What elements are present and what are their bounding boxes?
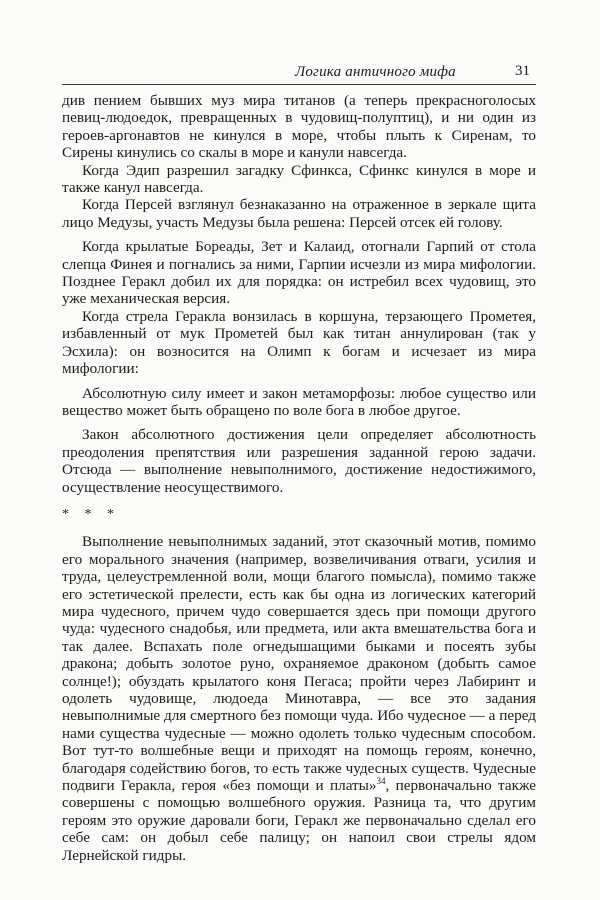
paragraph-achievement-law: Закон абсолютного достижения цели определяет абсолютность преодоления препятствия или разрешения заданной герою задачи. Отсюда — выполнение невыполнимого, достижение недостижимого, осуществление неосуществимого. (62, 426, 536, 496)
paragraph-oedipus: Когда Эдип разрешил загадку Сфинкса, Сфинкс кинулся в море и также канул навсегда. (62, 161, 536, 197)
paragraph-boreads: Когда крылатые Бореады, Зет и Калаид, отогнали Гарпий от стола слепца Финея и погнались за ними, Гарпии исчезли из мира мифологии. Позднее Геракл добил их для порядка: он истребил всех чудовищ, это уже механическая версия. (62, 238, 536, 308)
paragraph-text-part: Выполнение невыполнимых заданий, этот сказочный мотив, помимо его морального значения (например, возвеличивания отваги, усилия и труда, целеустремленной воли, мощи благого помысла), помимо также его эстетической прелести, есть как бы одна из логических категорий мира чудесного, причем чудо совершается здесь при помощи другого чуда: чудесного снадобья, или предмета, или акта вмешательства бога и так далее. Вспахать поле огнедышащими быками и посеять зубы дракона; добыть золотое руно, охраняемое драконом (добыть самое солнце!); обуздать крылатого коня Пегаса; пройти через Лабиринт и одолеть чудовище, людоеда Минотавра, — все это задания невыполнимые для смертного без помощи чуда. Ибо чудесное — а перед нами существа чудесные — можно одолеть только чудесным способом. Вот тут-то волшебные вещи и приходят на помощь героям, конечно, благодаря содействию богов, то есть также чудесных существ. Чудесные подвиги Геракла, героя «без помощи и платы» (62, 533, 536, 795)
footnote-marker[interactable]: 34 (376, 775, 386, 786)
paragraph-prometheus: Когда стрела Геракла вонзилась в коршуна, терзающего Прометея, избавленный от мук Прометей был как титан аннулирован (так у Эсхила): он возносится на Олимп к богам и исчезает из мира мифологии: (62, 307, 536, 378)
body-text (62, 92, 536, 864)
paragraph-impossible-tasks (62, 533, 536, 864)
page-number: 31 (515, 63, 530, 79)
running-title: Логика античного мифа (295, 64, 456, 80)
paragraph-text-part: , первоначально также совершены с помощью волшебного оружия. Разница та, что другим героям это оружие даровали боги, Геракл же первоначально сделал его себе сам: он добыл себе палицу; он напоил свои стрелы ядом Лернейской гидры. (62, 777, 536, 864)
paragraph-metamorphosis: Абсолютную силу имеет и закон метаморфозы: любое существо или вещество может быть обращено по воле бога в любое другое. (62, 384, 536, 419)
section-divider-asterisks: * * * (62, 506, 120, 522)
paragraph-perseus: Когда Персей взглянул безнаказанно на отраженное в зеркале щита лицо Медузы, участь Медузы была решена: Персей отсек ей голову. (62, 196, 536, 231)
paragraph-continued: див пением бывших муз мира титанов (а теперь прекрасноголосых певиц-людоедок, превращенных в чудовищ-полуптиц), и ни один из героев-аргонавтов не кинулся в море, чтобы плыть к Сиренам, то Сирены кинулись со скалы в море и канули навсегда. (62, 92, 536, 162)
running-header (62, 58, 536, 85)
